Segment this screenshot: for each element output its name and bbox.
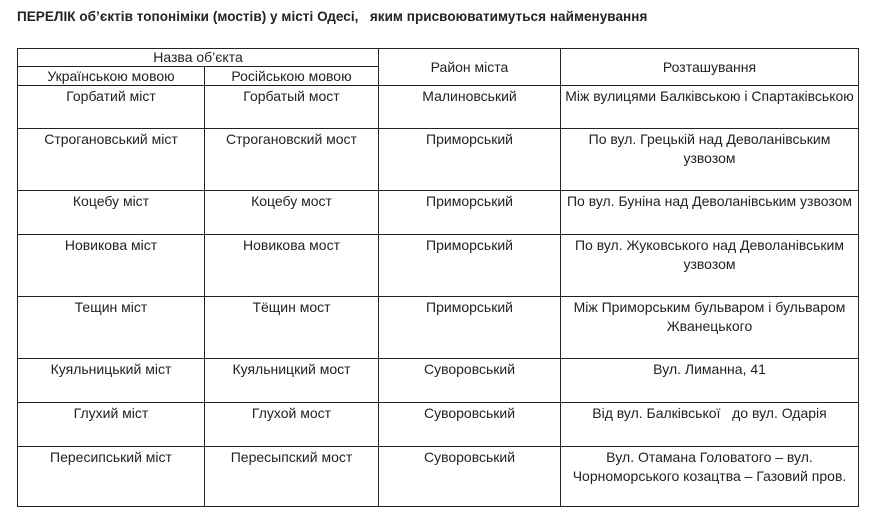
- table-row: [18, 235, 859, 297]
- table-row: [18, 447, 859, 507]
- ukrainian-name-cell: Строгановський міст: [18, 129, 205, 191]
- table-row: [18, 297, 859, 359]
- ukrainian-name-cell: Пересипський міст: [18, 447, 205, 507]
- table-header-row: [18, 49, 859, 67]
- district-cell: Суворовський: [379, 447, 561, 507]
- location-cell: Вул. Отамана Головатого – вул. Чорноморського козацтва – Газовий пров.: [561, 447, 859, 507]
- ukrainian-name-cell: Горбатий міст: [18, 86, 205, 129]
- table-row: [18, 403, 859, 447]
- district-cell: Суворовський: [379, 403, 561, 447]
- location-cell: По вул. Жуковського над Деволанівським узвозом: [561, 235, 859, 297]
- district-cell: Приморський: [379, 191, 561, 235]
- district-cell: Малиновський: [379, 86, 561, 129]
- russian-name-cell: Пересыпский мост: [205, 447, 379, 507]
- russian-name-cell: Горбатый мост: [205, 86, 379, 129]
- table-row: [18, 359, 859, 403]
- district-cell: Приморський: [379, 235, 561, 297]
- ukrainian-name-cell: Новикова міст: [18, 235, 205, 297]
- location-header: Розташування: [561, 49, 859, 86]
- ukrainian-name-cell: Глухий міст: [18, 403, 205, 447]
- district-cell: Суворовський: [379, 359, 561, 403]
- table-row: [18, 86, 859, 129]
- russian-name-cell: Строгановский мост: [205, 129, 379, 191]
- location-cell: Вул. Лиманна, 41: [561, 359, 859, 403]
- location-cell: По вул. Грецькій над Деволанівським узвозом: [561, 129, 859, 191]
- russian-name-cell: Глухой мост: [205, 403, 379, 447]
- table-row: [18, 129, 859, 191]
- location-cell: Між Приморським бульваром і бульваром Жванецького: [561, 297, 859, 359]
- bridges-table: [17, 48, 859, 507]
- russian-name-cell: Новикова мост: [205, 235, 379, 297]
- district-cell: Приморський: [379, 129, 561, 191]
- district-cell: Приморський: [379, 297, 561, 359]
- russian-name-cell: Коцебу мост: [205, 191, 379, 235]
- russian-name-cell: Куяльницкий мост: [205, 359, 379, 403]
- russian-header: Російською мовою: [205, 67, 379, 86]
- location-cell: Між вулицями Балківською і Спартаківською: [561, 86, 859, 129]
- ukrainian-name-cell: Тещин міст: [18, 297, 205, 359]
- ukrainian-header: Українською мовою: [18, 67, 205, 86]
- location-cell: Від вул. Балківської до вул. Одарія: [561, 403, 859, 447]
- object-name-header: Назва об’єкта: [18, 49, 379, 67]
- district-header: Район міста: [379, 49, 561, 86]
- russian-name-cell: Тёщин мост: [205, 297, 379, 359]
- ukrainian-name-cell: Коцебу міст: [18, 191, 205, 235]
- location-cell: По вул. Буніна над Деволанівським узвозом: [561, 191, 859, 235]
- table-row: [18, 191, 859, 235]
- ukrainian-name-cell: Куяльницький міст: [18, 359, 205, 403]
- page-title: ПЕРЕЛІК об’єктів топоніміки (мостів) у місті Одесі, яким присвоюватимуться найменування: [17, 9, 648, 24]
